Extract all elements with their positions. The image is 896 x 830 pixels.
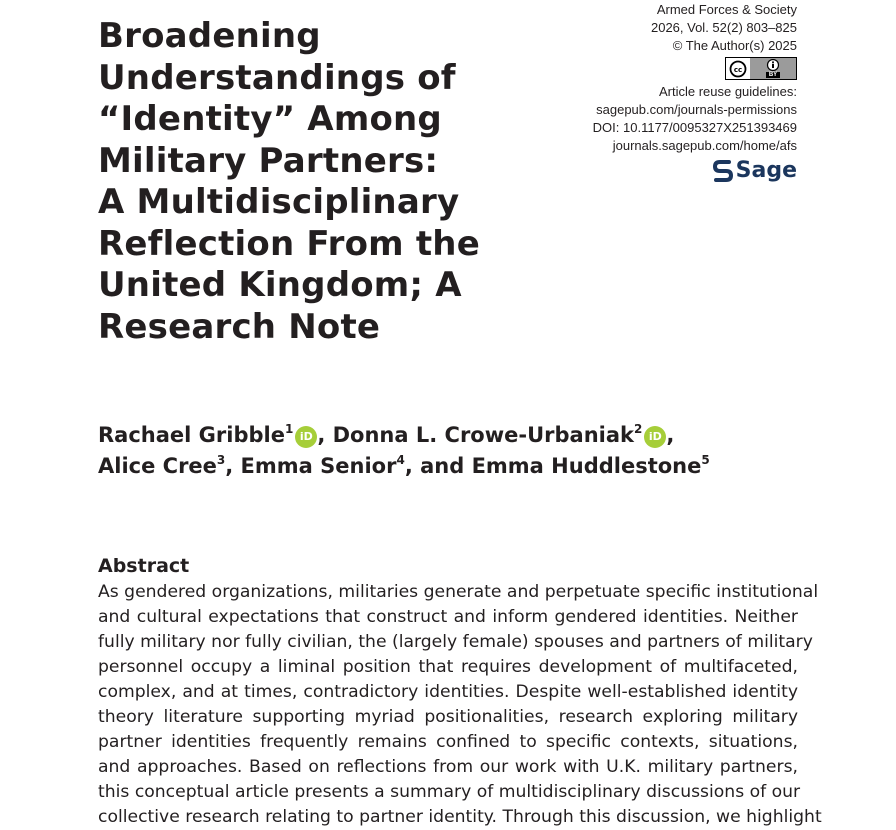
- sage-logo: [713, 159, 797, 183]
- author-name: Rachael Gribble: [98, 423, 285, 447]
- affiliation-marker: 5: [701, 453, 710, 467]
- abstract-line: complex, and at times, contradictory identities. Despite well-established identity: [98, 682, 798, 702]
- abstract-line: personnel occupy a liminal position that requires development of multifaceted,: [98, 657, 798, 677]
- author-list: [98, 420, 818, 482]
- copyright-notice: © The Author(s) 2025: [672, 38, 797, 53]
- reuse-link[interactable]: sagepub.com/journals-permissions: [596, 101, 797, 117]
- orcid-icon[interactable]: iD: [295, 426, 317, 448]
- affiliation-marker: 1: [284, 422, 294, 436]
- abstract-line: partner identities frequently remains confined to specific contexts, situations,: [98, 732, 798, 752]
- author-name: Alice Cree: [98, 454, 217, 478]
- journal-citation: 2026, Vol. 52(2) 803–825: [650, 20, 797, 35]
- sage-wordmark: Sage: [735, 157, 797, 183]
- doi[interactable]: DOI: 10.1177/0095327X251393469: [592, 119, 797, 135]
- title-line: Broadening: [98, 16, 321, 56]
- reuse-label: Article reuse guidelines:: [658, 83, 797, 99]
- svg-text:cc: cc: [733, 65, 743, 74]
- journal-info: [497, 1, 797, 188]
- author-line-1: Rachael Gribble$^1$iD , Donna L. Crowe-Urbaniak$^2$iD ,: [98, 422, 675, 447]
- affiliation-marker: 2: [634, 422, 643, 436]
- author-name: Emma Senior: [233, 454, 397, 478]
- by-label: BY: [766, 72, 780, 78]
- abstract-line: collective research relating to partner identity. Through this discussion, we highlight: [98, 807, 822, 827]
- abstract-body: [98, 580, 822, 830]
- sage-s-icon: [713, 159, 733, 183]
- article-title: [98, 16, 498, 348]
- author-name: Donna L. Crowe-Urbaniak: [325, 423, 634, 447]
- orcid-icon[interactable]: iD: [644, 426, 666, 448]
- cc-by-license-icon[interactable]: [725, 57, 797, 80]
- title-line: Military Partners:: [98, 140, 439, 181]
- journal-name: Armed Forces & Society: [656, 2, 797, 17]
- title-line: Research Note: [98, 306, 381, 347]
- abstract-heading: Abstract: [98, 555, 190, 577]
- title-line: United Kingdom; A: [98, 265, 462, 305]
- abstract-line: theory literature supporting myriad positionalities, research exploring military: [98, 707, 798, 727]
- affiliation-marker: 3: [216, 453, 226, 467]
- abstract-line: this conceptual article presents a summary of multidisciplinary discussions of our: [98, 782, 801, 802]
- title-line: “Identity” Among: [98, 99, 442, 139]
- cc-icon: [729, 60, 747, 78]
- abstract-line: and cultural expectations that construct and inform gendered identities. Neither: [98, 607, 798, 627]
- affiliation-marker: 4: [396, 453, 405, 467]
- abstract-line: and approaches. Based on reflections from our work with U.K. military partners,: [98, 757, 798, 777]
- title-line: A Multidisciplinary: [98, 182, 460, 222]
- journal-home-link[interactable]: journals.sagepub.com/home/afs: [612, 137, 797, 153]
- abstract-line: As gendered organizations, militaries generate and perpetuate specific institutional: [98, 582, 819, 602]
- author-line-2: Alice Cree$^3$, Emma Senior$^4$, and Emma Huddlestone$^5$: [98, 453, 710, 478]
- abstract-line: fully military nor fully civilian, the (largely female) spouses and partners of military: [98, 632, 813, 652]
- by-person-icon: [766, 59, 780, 71]
- title-line: Reflection From the: [98, 223, 480, 264]
- title-line: Understandings of: [98, 57, 456, 98]
- author-name: and Emma Huddlestone: [412, 454, 702, 478]
